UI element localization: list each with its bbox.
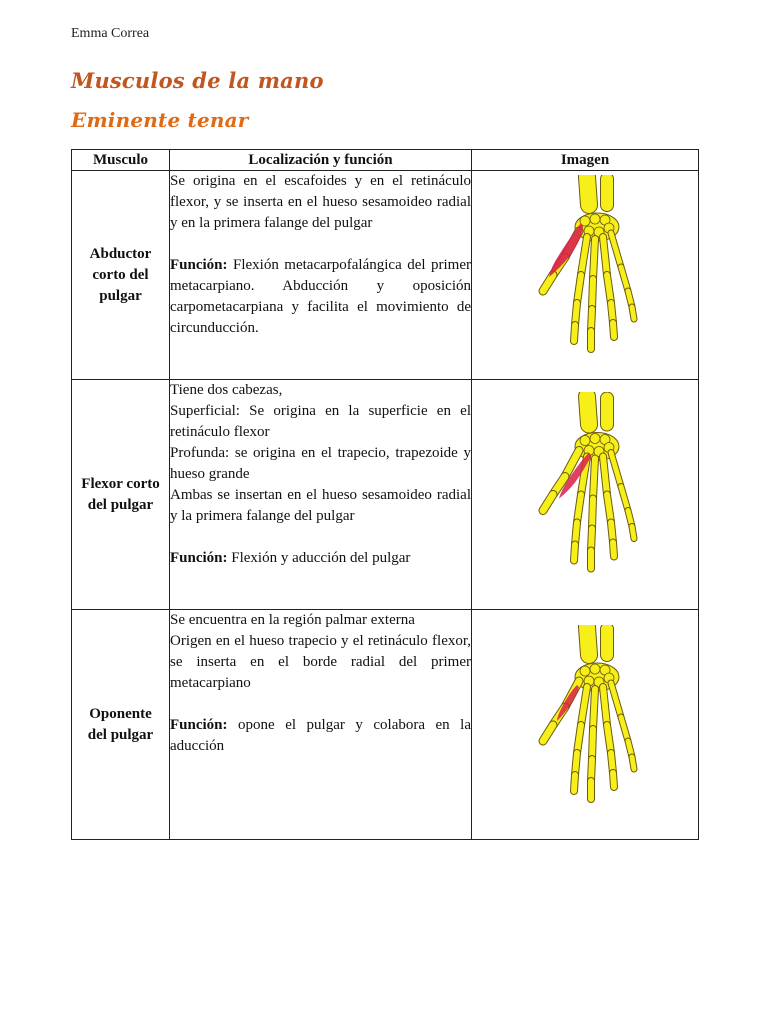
function-label: Función: xyxy=(170,717,228,733)
muscle-name-text: Abductor corto del pulgar xyxy=(89,245,152,304)
description-line: Profunda: se origina en el trapecio, trapezoide y hueso grande xyxy=(170,445,471,482)
bone-segment xyxy=(574,775,575,791)
bone-segment xyxy=(613,543,614,557)
muscle-description xyxy=(170,610,472,840)
bone-segment xyxy=(592,729,593,759)
function-paragraph xyxy=(170,715,471,757)
bone-segment xyxy=(603,687,607,725)
muscle-name xyxy=(72,610,170,840)
bone-segment xyxy=(632,757,634,769)
page-title: Musculos de la mano xyxy=(71,68,324,93)
carpal-bone xyxy=(590,434,600,444)
bone-segment xyxy=(543,275,553,291)
function-paragraph xyxy=(170,255,471,339)
function-text: Flexión metacarpofalángica del primer metacarpiano. Abducción y oposición carpometacarpiana y facilita el movimiento de circunducción. xyxy=(170,257,471,336)
bone-segment xyxy=(587,177,589,205)
bone-segment xyxy=(607,725,611,753)
muscle-name xyxy=(72,380,170,610)
description-line: Tiene dos cabezas, xyxy=(170,382,283,398)
bone-segment xyxy=(607,495,611,523)
bone-segment xyxy=(607,275,611,303)
description-line: Se encuentra en la región palmar externa xyxy=(170,612,415,628)
bone-segment xyxy=(543,725,553,741)
bone-segment xyxy=(587,627,589,655)
hand-skeleton-image xyxy=(525,625,645,825)
table-header-row xyxy=(72,150,699,171)
carpal-bone xyxy=(590,664,600,674)
bone-segment xyxy=(621,267,628,291)
bone-segment xyxy=(581,687,587,725)
muscle-table xyxy=(71,149,699,840)
author-name: Emma Correa xyxy=(71,26,150,41)
muscle-image-cell xyxy=(472,171,699,380)
muscle-description xyxy=(170,380,472,610)
description-line: Superficial: Se origina en la superficie en el retináculo flexor xyxy=(170,403,471,440)
bone-segment xyxy=(603,237,607,275)
function-text: opone el pulgar y colabora en la aducción xyxy=(170,717,471,754)
bone-segment xyxy=(593,239,595,279)
bone-segment xyxy=(621,487,628,511)
muscle-highlight xyxy=(557,685,579,721)
carpal-bone xyxy=(580,436,590,446)
muscle-name xyxy=(72,171,170,380)
table-row xyxy=(72,380,699,610)
bone-segment xyxy=(577,725,581,753)
muscle-name-text: Flexor corto del pulgar xyxy=(81,475,160,513)
muscle-highlight xyxy=(549,223,583,277)
bone-segment xyxy=(574,325,575,341)
carpal-bone xyxy=(590,214,600,224)
bone-segment xyxy=(577,275,581,303)
function-label: Función: xyxy=(170,550,228,566)
carpal-bone xyxy=(580,666,590,676)
bone-segment xyxy=(592,279,593,309)
header-musculo: Musculo xyxy=(72,150,170,171)
section-subtitle: Eminente tenar xyxy=(71,108,249,132)
hand-skeleton-image xyxy=(525,175,645,375)
muscle-image-cell xyxy=(472,610,699,840)
bone-segment xyxy=(613,323,614,337)
bone-segment xyxy=(613,773,614,787)
function-paragraph xyxy=(170,548,471,569)
bone-segment xyxy=(574,545,575,561)
bone-segment xyxy=(577,495,581,523)
bone-segment xyxy=(592,499,593,529)
bone-segment xyxy=(593,459,595,499)
header-imagen: Imagen xyxy=(472,150,699,171)
bone-segment xyxy=(593,689,595,729)
muscle-description xyxy=(170,171,472,380)
table-row xyxy=(72,610,699,840)
bone-segment xyxy=(632,527,634,539)
description-line: Se origina en el escafoides y en el retináculo flexor, y se inserta en el hueso sesamoideo radial y en la primera falange del pulgar xyxy=(170,173,471,231)
bone-segment xyxy=(543,495,553,511)
bone-segment xyxy=(581,237,587,275)
description-line: Origen en el hueso trapecio y el retináculo flexor, se inserta en el borde radial del primer metacarpiano xyxy=(170,633,471,691)
muscle-image-cell xyxy=(472,380,699,610)
bone-segment xyxy=(603,457,607,495)
bone-segment xyxy=(621,717,628,741)
description-line: Ambas se insertan en el hueso sesamoideo radial y la primera falange del pulgar xyxy=(170,487,471,524)
bone-segment xyxy=(587,397,589,425)
bone-segment xyxy=(632,307,634,319)
function-label: Función: xyxy=(170,257,228,273)
table-row xyxy=(72,171,699,380)
muscle-name-text: Oponente del pulgar xyxy=(87,705,154,743)
function-text: Flexión y aducción del pulgar xyxy=(227,550,411,566)
header-localizacion: Localización y función xyxy=(170,150,472,171)
hand-skeleton-image xyxy=(525,392,645,597)
